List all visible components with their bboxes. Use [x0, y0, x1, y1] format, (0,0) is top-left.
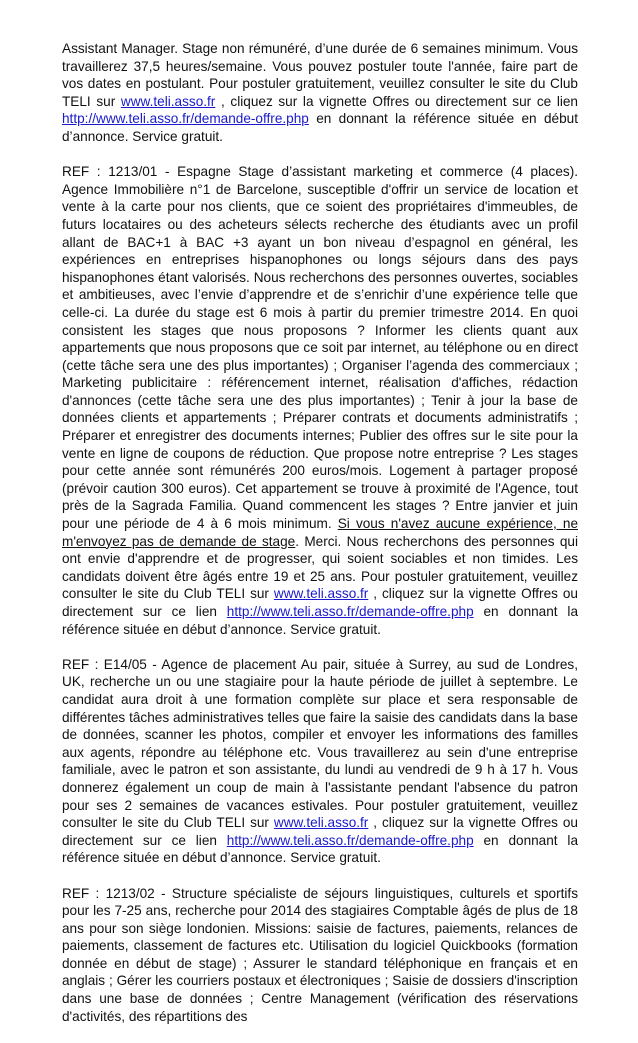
- paragraph-ref-1213-02: [62, 885, 578, 1026]
- text-segment: en donnant la référence située en début d’annonce. Service gratuit.: [62, 111, 578, 144]
- text-segment: . Merci. Nous recherchons des personnes qui ont envie d'apprendre et de progresser, qui soient sociables et non timides. Les candidats doivent être âgés entre 19 et 25 ans. Pour postuler gratuitement, veuillez consulter le site du Club TELI sur: [62, 533, 578, 602]
- text-segment: , cliquez sur la vignette Offres ou directement sur ce lien: [62, 586, 578, 619]
- text-segment: en donnant la référence située en début d’annonce. Service gratuit.: [62, 832, 579, 866]
- paragraph-ref-1213-01: [62, 163, 578, 638]
- demande-offre-link[interactable]: http://www.teli.asso.fr/demande-offre.php: [62, 111, 309, 127]
- teli-site-link[interactable]: www.teli.asso.fr: [120, 93, 216, 109]
- demande-offre-link[interactable]: http://www.teli.asso.fr/demande-offre.php: [226, 832, 474, 848]
- text-segment: REF : E14/05 - Agence de placement Au pair, située à Surrey, au sud de Londres, UK, recherche un ou une stagiaire pour la haute période de juillet à septembre. Le candidat aura droit à une formation complète sur place et sera responsable de différentes tâches administratives telles que faire la saisie des candidats dans la base de données, scanner les photos, compiler et envoyer les informations des familles aux agents, répondre au téléphone etc. Vous travaillerez au sein d'une entreprise familiale, avec le patron et son assistante, du lundi au vendredi de 9 h à 17 h. Vous donnerez également un coup de main à l'assistante pendant l'absence du patron pour ses 2 semaines de vacances estivales. Pour postuler gratuitement, veuillez consulter le site du Club TELI sur: [62, 656, 578, 831]
- text-segment: , cliquez sur la vignette Offres ou directement sur ce lien: [62, 815, 578, 848]
- paragraph-ref-e14-05: [62, 656, 578, 867]
- text-segment: en donnant la référence située en début d’annonce. Service gratuit.: [62, 604, 579, 637]
- underlined-warning: Si vous n'avez aucune expérience, ne m'envoyez pas de demande de stage: [62, 516, 578, 549]
- paragraph-intro: [62, 40, 578, 146]
- demande-offre-link[interactable]: http://www.teli.asso.fr/demande-offre.php: [226, 604, 474, 619]
- teli-site-link[interactable]: www.teli.asso.fr: [273, 815, 369, 831]
- document-page: [62, 40, 578, 1043]
- text-segment: REF : 1213/02 - Structure spécialiste de séjours linguistiques, culturels et sportifs pour les 7-25 ans, recherche pour 2014 des stagiaires Comptable âgés de plus de 18 ans pour son siège londonien. Missions: saisie de factures, paiements, relances de paiements, classement de factures etc. Utilisation du logiciel Quickbooks (formation donnée en début de stage) ; Assurer le standard téléphonique en français et en anglais ; Gérer les courriers postaux et électroniques ; Saisie de dossiers d'inscription dans une base de données ; Centre Management (vérification des réservations d'activités, des répartitions des: [62, 885, 578, 1024]
- text-segment: , cliquez sur la vignette Offres ou directement sur ce lien: [215, 93, 578, 109]
- text-segment: REF : 1213/01 - Espagne Stage d’assistant marketing et commerce (4 places). Agence Immobilière n°1 de Barcelone, susceptible d'offrir un service de location et vente à la carte pour nos clients, que ce soient des propriétaires d'immeubles, de futurs locataires ou des acheteurs sélects recherche des étudiants avec un profil allant de BAC+1 à BAC +3 ayant un bon niveau d’espagnol en général, les expériences en entreprises hispanophones ou longs séjours dans des pays hispanophones étant valorisés. Nous recherchons des personnes ouvertes, sociables et ambitieuses, avec l’envie d’apprendre et de s’enrichir d’une expérience telle que celle-ci. La durée du stage est 6 mois à partir du premier trimestre 2014. En quoi consistent les stages que nous proposons ? Informer les clients quant aux appartements que nous proposons que ce soit par internet, au téléphone ou en direct (cette tâche sera une des plus importantes) ; Organiser l’agenda des commerciaux ; Marketing publicitaire : référencement internet, réalisation d'affiches, rédaction d'annonces (cette tâche sera une des plus importantes) ; Tenir à jour la base de données clients et appartements ; Préparer contrats et documents administratifs ; Préparer et enregistrer des documents internes; Publier des offres sur le site pour la vente en ligne de coupons de réduction. Que propose notre entreprise ? Les stages pour cette année sont rémunérés 200 euros/mois. Logement à partager proposé (prévoir caution 300 euros). Cet appartement se trouve à proximité de l'Agence, tout près de la Sagrada Familia. Quand commencent les stages ? Entre janvier et juin pour une période de 4 à 6 mois minimum.: [62, 164, 578, 532]
- text-segment: Assistant Manager. Stage non rémunéré, d’une durée de 6 semaines minimum. Vous travaillerez 37,5 heures/semaine. Vous pouvez postuler toute l'année, faire part de vos dates en postulant. Pour postuler gratuitement, veuillez consulter le site du Club TELI sur: [62, 41, 578, 109]
- teli-site-link[interactable]: www.teli.asso.fr: [273, 586, 369, 602]
